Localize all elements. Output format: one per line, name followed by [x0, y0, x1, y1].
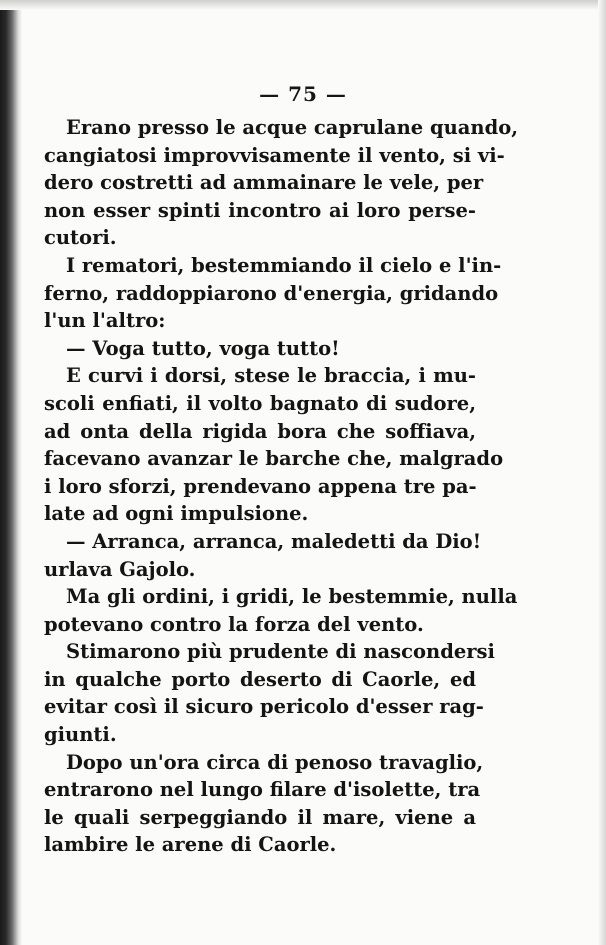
binding-edge: [0, 0, 22, 945]
top-edge: [0, 0, 606, 10]
text-line: — Voga tutto, voga tutto!: [66, 336, 340, 360]
text-line: potevano contro la forza del vento.: [44, 612, 424, 636]
text-line: le quali serpeggiando il mare, viene a: [44, 805, 476, 829]
text-line: Erano presso le acque caprulane quando,: [66, 116, 518, 139]
text-line: giunti.: [44, 723, 117, 747]
text-line: non esser spinti incontro ai loro perse-: [44, 198, 476, 222]
text-line: late ad ogni impulsione.: [44, 502, 309, 526]
text-line: — Arranca, arranca, maledetti da Dio!: [66, 529, 482, 553]
text-line: l'un l'altro:: [44, 309, 166, 333]
text-line: ad onta della rigida bora che soffiava,: [44, 419, 476, 443]
text-line: in qualche porto deserto di Caorle, ed: [44, 667, 476, 691]
text-line: Dopo un'ora circa di penoso travaglio,: [66, 750, 484, 774]
text-line: cutori.: [44, 226, 117, 250]
text-line: entrarono nel lungo filare d'isolette, tra: [44, 778, 481, 802]
text-line: facevano avanzar le barche che, malgrado: [44, 447, 504, 471]
text-line: i loro sforzi, prendevano appena tre pa-: [44, 474, 477, 498]
text-line: I rematori, bestemmiando il cielo e l'in-: [66, 253, 502, 277]
text-line: E curvi i dorsi, stese le braccia, i mu-: [66, 364, 476, 388]
text-line: Ma gli ordini, i gridi, le bestemmie, nulla: [66, 585, 518, 609]
right-edge: [598, 0, 606, 945]
body-text: [44, 114, 518, 859]
text-line: scoli enfiati, il volto bagnato di sudore,: [44, 391, 476, 415]
text-line: cangiatosi improvvisamente il vento, si vi-: [44, 143, 505, 167]
text-line: Stimarono più prudente di nascondersi: [66, 640, 495, 664]
text-line: dero costretti ad ammainare le vele, per: [44, 171, 484, 195]
text-line: lambire le arene di Caorle.: [44, 833, 337, 857]
text-line: urlava Gajolo.: [44, 557, 196, 581]
page-number: — 75 —: [259, 82, 347, 106]
text-line: ferno, raddoppiarono d'energia, gridando: [44, 281, 499, 305]
text-line: evitar così il sicuro pericolo d'esser rag-: [44, 695, 484, 719]
